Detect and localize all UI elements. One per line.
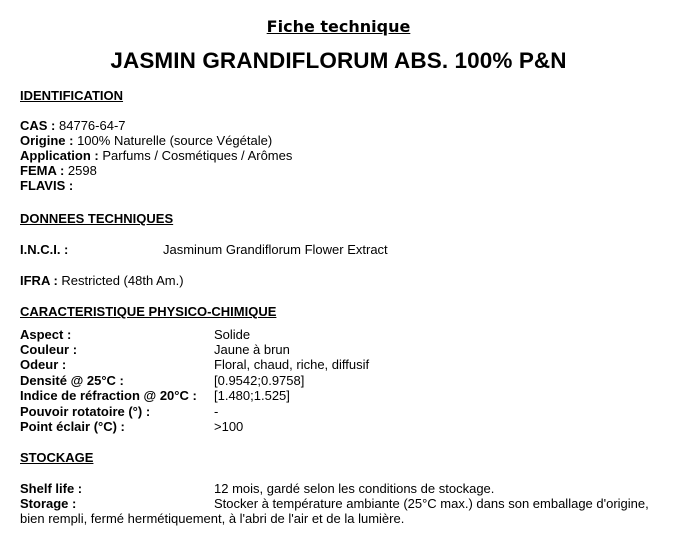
physico-value: Solide xyxy=(214,327,251,342)
physico-value: [0.9542;0.9758] xyxy=(214,373,305,388)
flavis-row xyxy=(20,178,73,193)
application-label: Application : xyxy=(20,148,99,163)
section-physico-heading: CARACTERISTIQUE PHYSICO-CHIMIQUE xyxy=(20,304,277,319)
origine-row xyxy=(20,133,272,148)
product-name: JASMIN GRANDIFLORUM ABS. 100% P&N xyxy=(110,48,567,73)
fema-row xyxy=(20,163,97,178)
fema-label: FEMA : xyxy=(20,163,65,178)
cas-value: 84776-64-7 xyxy=(59,118,126,133)
flavis-label: FLAVIS : xyxy=(20,178,74,193)
physico-label: Odeur : xyxy=(20,357,67,372)
physico-value: >100 xyxy=(214,419,244,434)
physico-value: [1.480;1.525] xyxy=(214,388,290,403)
cas-label: CAS : xyxy=(20,118,56,133)
ifra-row xyxy=(20,273,184,288)
section-technique-heading: DONNEES TECHNIQUES xyxy=(20,211,174,226)
document-title: Fiche technique xyxy=(266,17,411,36)
cas-row xyxy=(20,118,126,133)
ifra-label: IFRA : xyxy=(20,273,58,288)
physico-value: Jaune à brun xyxy=(214,342,290,357)
physico-label: Indice de réfraction @ 20°C : xyxy=(20,388,197,403)
origine-value: 100% Naturelle (source Végétale) xyxy=(77,133,273,148)
inci-value: Jasminum Grandiflorum Flower Extract xyxy=(163,242,388,257)
shelf-life-label: Shelf life : xyxy=(20,481,83,496)
physico-value: - xyxy=(214,404,219,419)
physico-label: Pouvoir rotatoire (°) : xyxy=(20,404,151,419)
application-row xyxy=(20,148,292,163)
ifra-value: Restricted (48th Am.) xyxy=(61,273,184,288)
origine-label: Origine : xyxy=(20,133,74,148)
storage-value-continued: bien rempli, fermé hermétiquement, à l'abri de l'air et de la lumière. xyxy=(20,511,405,526)
storage-value: Stocker à température ambiante (25°C max.) dans son emballage d'origine, xyxy=(214,496,649,511)
fema-value: 2598 xyxy=(67,163,97,178)
physico-label: Aspect : xyxy=(20,327,72,342)
shelf-life-value: 12 mois, gardé selon les conditions de stockage. xyxy=(214,481,495,496)
section-identification-heading: IDENTIFICATION xyxy=(20,88,124,103)
physico-label: Point éclair (°C) : xyxy=(20,419,125,434)
inci-label: I.N.C.I. : xyxy=(20,242,69,257)
physico-value: Floral, chaud, riche, diffusif xyxy=(214,357,370,372)
physico-label: Couleur : xyxy=(20,342,78,357)
section-stockage-heading: STOCKAGE xyxy=(20,450,94,465)
physico-label: Densité @ 25°C : xyxy=(20,373,124,388)
application-value: Parfums / Cosmétiques / Arômes xyxy=(102,148,293,163)
storage-label: Storage : xyxy=(20,496,77,511)
